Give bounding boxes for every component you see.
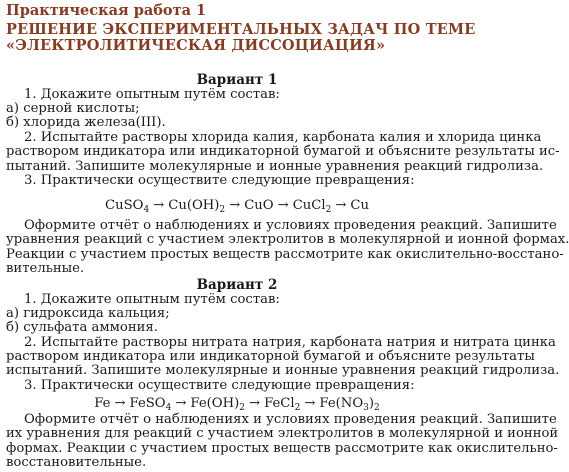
v2-report-line3: формах. Реакции с участием простых веществ рассмотрите как окислительно- <box>6 440 558 456</box>
v2-transformation-chain <box>0 396 474 412</box>
v1-formula-cuoh2: $Cu(OH)_2$ <box>168 198 226 215</box>
v1-task3: 3. Практически осуществите следующие превращения: <box>24 172 415 188</box>
v2-formula-fecl2: FeCl$_2$ <box>264 395 301 413</box>
v1-task2-line3: пытаний. Запишите молекулярные и ионные уравнения реакций гидролиза. <box>6 158 544 174</box>
practical-work-label: Практическая работа 1 <box>6 2 207 19</box>
v1-formula-cuso4: CuSO$_4$ <box>105 198 150 215</box>
v1-formula-cu: Cu <box>350 198 369 213</box>
v1-task1b: б) хлорида железа(III). <box>6 115 166 131</box>
v2-formula-feso4: FeSO$_4$ <box>129 395 172 413</box>
v2-task2-line3: испытаний. Запишите молекулярные и ионные уравнения реакций гидролиза. <box>6 363 560 379</box>
v2-task2-line1: 2. Испытайте растворы нитрата натрия, карбоната натрия и нитрата цинка <box>24 334 556 350</box>
arrow-icon: → <box>229 198 241 213</box>
v2-formula-feno32: $Fe(NO_3)_2$ <box>319 395 380 413</box>
v2-report-line4: восстановительные. <box>6 455 147 470</box>
v2-report-line2: их уравнения для реакций с участием электролитов в молекулярной и ионной <box>6 426 559 442</box>
v1-report-line2: уравнения реакций с участием электролитов в молекулярной и ионной формах. <box>6 232 569 248</box>
v1-task1a: а) серной кислоты; <box>6 100 140 116</box>
v2-formula-fe: Fe <box>94 395 111 411</box>
arrow-icon: → <box>175 395 187 411</box>
variant1-title: Вариант 1 <box>196 72 278 89</box>
v1-report-line3: Реакции с участием простых веществ рассмотрите как окислительно-восстано- <box>6 246 564 262</box>
v2-task1a: а) гидроксида кальция; <box>6 305 170 321</box>
v2-task1: 1. Докажите опытным путём состав: <box>24 291 280 307</box>
v1-report-line4: вительные. <box>6 260 85 276</box>
page-title-line2: «ЭЛЕКТРОЛИТИЧЕСКАЯ ДИССОЦИАЦИЯ» <box>6 37 386 54</box>
variant2-title: Вариант 2 <box>196 277 278 294</box>
v1-task2-line1: 2. Испытайте растворы хлорида калия, карбоната калия и хлорида цинка <box>24 129 542 145</box>
v2-task2-line2: раствором индикатора или индикаторной бумагой и объясните результаты <box>6 349 535 364</box>
v2-task3: 3. Практически осуществите следующие превращения: <box>24 377 415 393</box>
arrow-icon: → <box>153 198 165 213</box>
v1-report-line1: Оформите отчёт о наблюдениях и условиях проведения реакций. Запишите <box>24 217 557 233</box>
arrow-icon: → <box>304 395 316 411</box>
v1-formula-cucl2: CuCl$_2$ <box>292 198 332 215</box>
arrow-icon: → <box>114 395 126 411</box>
page-title-line1: РЕШЕНИЕ ЭКСПЕРИМЕНТАЛЬНЫХ ЗАДАЧ ПО ТЕМЕ <box>6 20 476 38</box>
arrow-icon: → <box>277 198 289 213</box>
v2-report-line1: Оформите отчёт о наблюдениях и условиях проведения реакций. Запишите <box>24 411 557 427</box>
arrow-icon: → <box>335 198 347 213</box>
v1-transformation-chain <box>0 198 474 214</box>
v1-task2-line2: раствором индикатора или индикаторной бумагой и объясните результаты ис- <box>6 144 560 160</box>
v2-formula-feoh2: $Fe(OH)_2$ <box>190 395 245 413</box>
arrow-icon: → <box>249 395 261 411</box>
v2-task1b: б) сульфата аммония. <box>6 320 158 336</box>
v1-task1: 1. Докажите опытным путём состав: <box>24 86 280 102</box>
v1-formula-cuo: CuO <box>244 198 274 213</box>
